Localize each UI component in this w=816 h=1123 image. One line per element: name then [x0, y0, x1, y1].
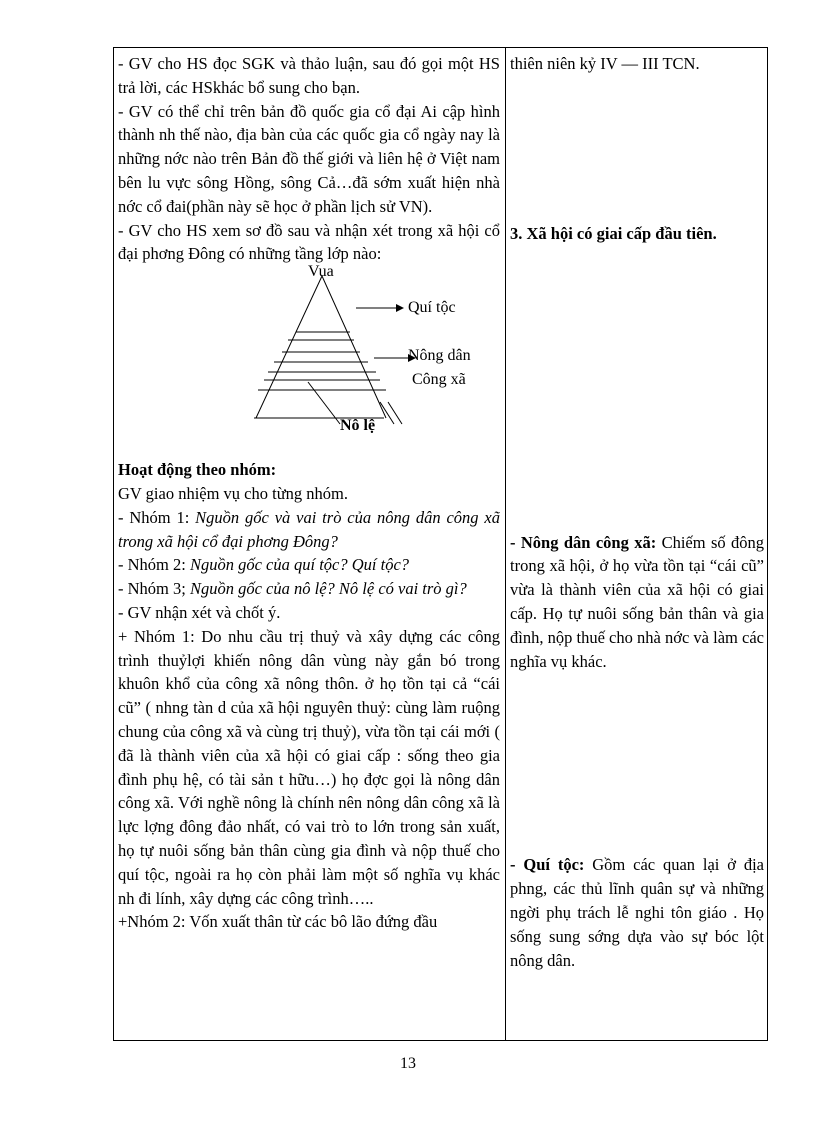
group-3-question — [118, 577, 500, 601]
qui-toc-text: Gồm các quan lại ở địa phng, các thủ lĩnh quân sự và những ngời phụ trách lễ nghi tôn giáo . Họ sống sung sớng dựa vào sự bóc lột nông dân. — [510, 855, 765, 970]
group-2-question — [118, 553, 500, 577]
paragraph-nong-dan-cong-xa — [510, 531, 764, 674]
paragraph-qui-toc — [510, 853, 764, 972]
paragraph-assign-tasks: GV giao nhiệm vụ cho từng nhóm. — [118, 483, 348, 503]
label-nong-dan: Nông dân — [408, 347, 471, 365]
paragraph-group-2-answer: +Nhóm 2: Vốn xuất thân từ các bô lão đứng đầu — [118, 912, 438, 932]
spacer — [510, 76, 764, 222]
group-2-text: Nguồn gốc của quí tộc? Quí tộc? — [189, 555, 410, 575]
page-number: 13 — [400, 1055, 416, 1072]
column-divider — [505, 48, 506, 1040]
group-1-question — [118, 506, 500, 554]
spacer — [510, 673, 764, 853]
teacher-activity-column — [118, 52, 500, 934]
paragraph-gv-diagram: - GV cho HS xem sơ đồ sau và nhận xét trong xã hội cổ đại phơng Đông có những tầng lớp nào: — [118, 220, 500, 264]
group-2-prefix: - Nhóm 2: — [118, 555, 190, 575]
group-3-text: Nguồn gốc của nô lệ? Nô lệ có vai trò gì? — [189, 579, 467, 599]
qui-toc-label: - Quí tộc: — [510, 855, 585, 875]
group-activity-heading: Hoạt động theo nhóm: — [118, 460, 277, 480]
social-pyramid-diagram — [118, 263, 500, 458]
nong-dan-cong-xa-text: Chiếm số đông trong xã hội, ở họ vừa tồn tại “cái cũ” vừa là thành viên của xã hội có giai cấp. Họ tự nuôi sống bản thân và gia đình, nộp thuế cho nhà nớc và làm các nghĩa vụ khác. — [510, 532, 765, 671]
paragraph-time-period: thiên niên kỷ IV — III TCN. — [510, 54, 700, 73]
nong-dan-cong-xa-label: - Nông dân công xã: — [510, 532, 657, 552]
spacer — [510, 246, 764, 531]
paragraph-group-1-answer: + Nhóm 1: Do nhu cầu trị thuỷ và xây dựng các công trình thuỷlợi khiến nông dân vùng này gắn bó trong khuôn khổ của công xã nông thôn. ở họ tồn tại cả “cái cũ” ( nhng tàn d của xã hội nguyên thuỷ: cùng làm ruộng chung của công xã và cùng trị thuỷ), vừa tồn tại cái mới ( đã là thành viên của xã hội có giai cấp : sống theo gia đình phụ hệ, có tài sản t hữu…) họ đợc gọi là nông dân công xã. Với nghề nông là chính nên nông dân công xã là lực lợng đông đảo nhất, có vai trò to lớn trong sản xuất, họ tự nuôi sống bản thân cùng gia đình và nộp thuế cho quí tộc, ngoài ra họ còn phải làm một số nghĩa vụ khác nh đi lính, xây dựng các công trình….. — [118, 626, 500, 908]
group-1-text: Nguồn gốc và vai trò của nông dân công xã trong xã hội cổ đại phơng Đông? — [118, 507, 500, 551]
lesson-table — [113, 47, 768, 1041]
label-qui-toc: Quí tộc — [408, 299, 456, 317]
paragraph-gv-map: - GV có thể chỉ trên bản đồ quốc gia cổ đại Ai cập hình thành nh thế nào, địa bàn của các quốc gia cổ ngày nay là những nớc nào trên Bản đồ thế giới và liên hệ ở Việt nam bên lu vực sông Hồng, sông Cả…đã sớm xuất hiện nhà nớc cổ đai(phần này sẽ học ở phần lịch sử VN). — [118, 101, 500, 216]
label-no-le: Nô lệ — [340, 417, 376, 435]
group-3-prefix: - Nhóm 3; — [118, 579, 190, 599]
label-vua: Vua — [308, 263, 334, 281]
content-column — [510, 52, 764, 972]
paragraph-gv-read-sgk: - GV cho HS đọc SGK và thảo luận, sau đó gọi một HS trả lời, các HSkhác bổ sung cho bạn. — [118, 54, 500, 97]
group-1-prefix: - Nhóm 1: — [118, 507, 196, 527]
section-3-heading: 3. Xã hội có giai cấp đầu tiên. — [510, 223, 717, 243]
label-cong-xa: Công xã — [412, 371, 466, 389]
paragraph-gv-conclude: - GV nhận xét và chốt ý. — [118, 602, 281, 622]
